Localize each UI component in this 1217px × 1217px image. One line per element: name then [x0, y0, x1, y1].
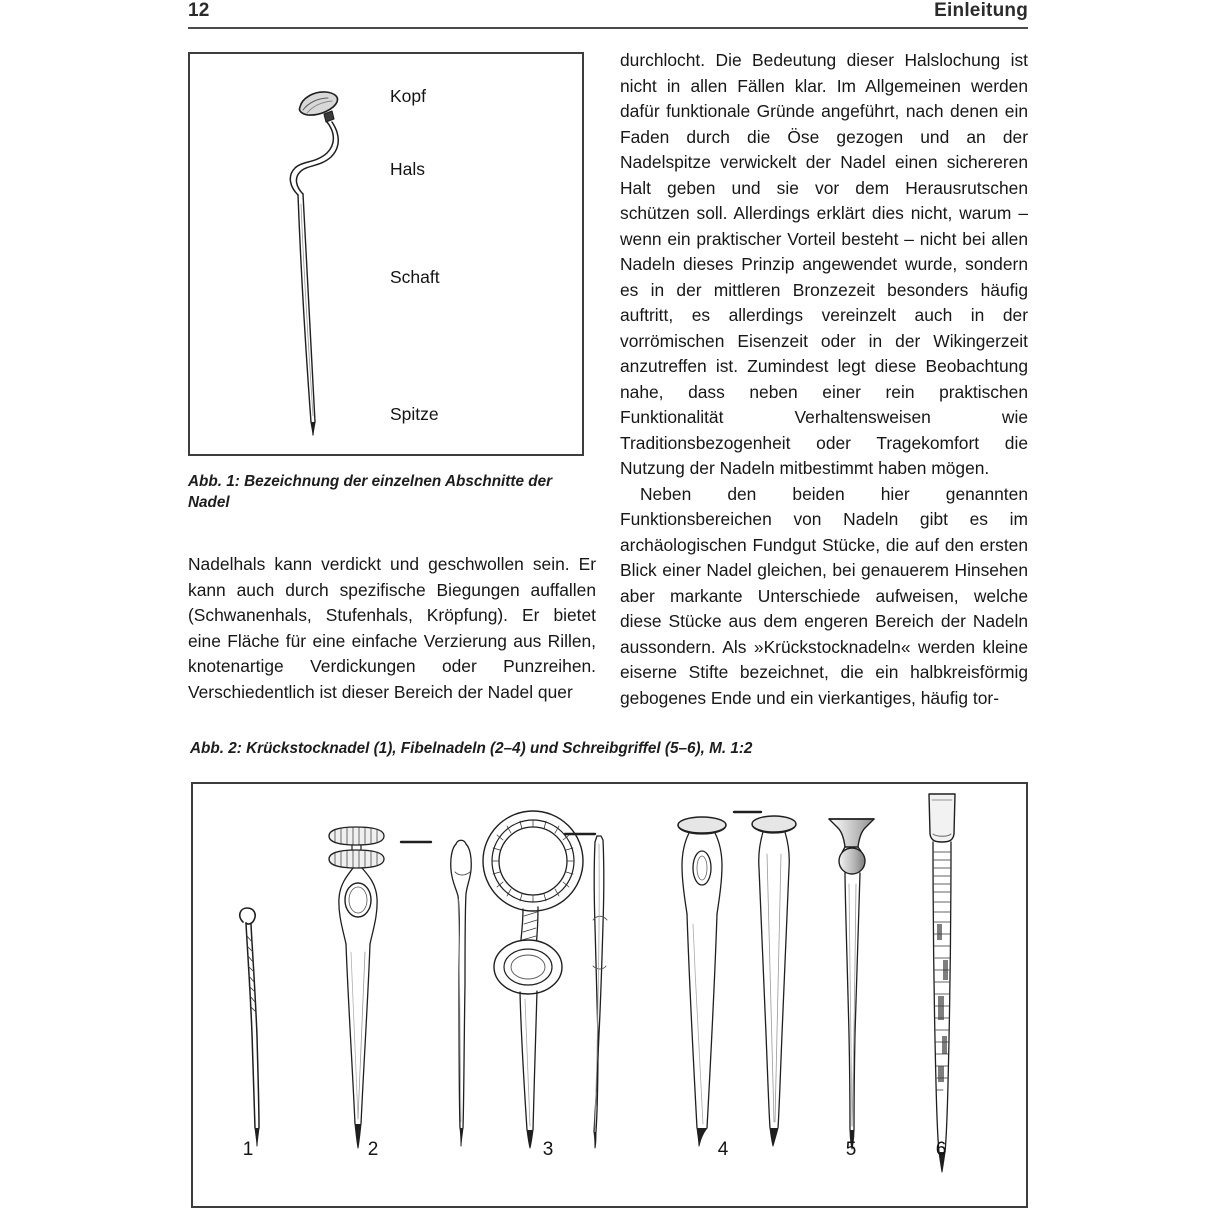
figure-1-caption: Abb. 1: Bezeichnung der einzelnen Abschnitte der Nadel	[188, 473, 553, 511]
figure-2-number-3: 3	[542, 1139, 554, 1160]
figure-1-label-kopf: Kopf	[390, 86, 426, 106]
section-title: Einleitung	[934, 0, 1028, 21]
object-6-schreibgriffel	[929, 794, 955, 1172]
object-3-fibelnadel-ring	[483, 811, 607, 1148]
figure-2-objects-drawing	[193, 784, 1026, 1206]
figure-2-caption: Abb. 2: Krückstocknadel (1), Fibelnadeln (2–4) und Schreibgriffel (5–6), M. 1:2	[190, 740, 753, 757]
figure-2-number-5: 5	[845, 1139, 857, 1160]
figure-2-frame	[191, 782, 1028, 1208]
figure-2-number-2: 2	[367, 1139, 379, 1160]
object-4-fibelnadeln-pair	[678, 812, 796, 1146]
object-1-kruckstocknadel	[240, 908, 259, 1146]
paragraph: Neben den beiden hier genannten Funktionsbereichen von Nadeln gibt es im archäologischen Fundgut Stücke, die auf den ersten Blick einer Nadel gleichen, bei genauerem Hinsehen aber markante Unterschiede aufweisen, welche diese Stücke aus dem engeren Bereich der Nadeln aussondern. Als »Krückstocknadeln« werden kleine eiserne Stifte bezeichnet, die ein halbkreisförmig gebogenes Ende und ein vierkantiges, häufig tor-	[620, 483, 1028, 708]
page-number: 12	[188, 0, 210, 21]
paragraph: Nadelhals kann verdickt und geschwollen sein. Er kann auch durch spezifische Biegungen auffallen (Schwanenhals, Stufenhals, Kröpfung). Er bietet eine Fläche für eine einfache Verzierung aus Rillen, knotenartige Verdickungen oder Punzreihen. Verschiedentlich ist dieser Bereich der Nadel quer	[188, 554, 596, 702]
figure-1-label-hals: Hals	[390, 159, 426, 179]
body-column-right	[620, 48, 1028, 711]
figure-2-number-1: 1	[242, 1139, 254, 1160]
paragraph: durchlocht. Die Bedeutung dieser Halslochung ist nicht in allen Fällen klar. Im Allgemeinen werden dafür funktionale Gründe angeführt, nach denen ein Faden durch die Öse gezogen und an der Nadelspitze verwickelt der Nadel einen sichereren Halt geben und sie vor dem Herausrutschen schützen soll. Allerdings erklärt dies nicht, warum – wenn ein praktischer Vorteil besteht – nicht bei allen Nadeln dieses Prinzip angewendet wurde, sondern es in der mittleren Bronzezeit besonders häufig auftritt, es allerdings vereinzelt auch in der vorrömischen Eisenzeit oder in der Wikingerzeit anzutreffen ist. Zumindest legt diese Beobachtung nahe, dass neben einer rein praktischen Funktionalität Verhaltensweisen wie Traditionsbezogenheit oder Tragekomfort die Nutzung der Nadeln mitbestimmt haben mögen.	[620, 50, 1028, 478]
figure-1-frame	[188, 52, 584, 456]
figure-1-label-spitze: Spitze	[390, 404, 439, 424]
header-rule	[188, 27, 1028, 29]
figure-1-pin-drawing	[190, 54, 582, 454]
figure-2-number-6: 6	[935, 1139, 947, 1160]
body-column-left	[188, 552, 596, 705]
figure-2-number-4: 4	[717, 1139, 729, 1160]
figure-1-label-schaft: Schaft	[390, 267, 440, 287]
object-5-schreibgriffel	[829, 819, 874, 1149]
object-2-fibelnadel	[329, 827, 471, 1148]
